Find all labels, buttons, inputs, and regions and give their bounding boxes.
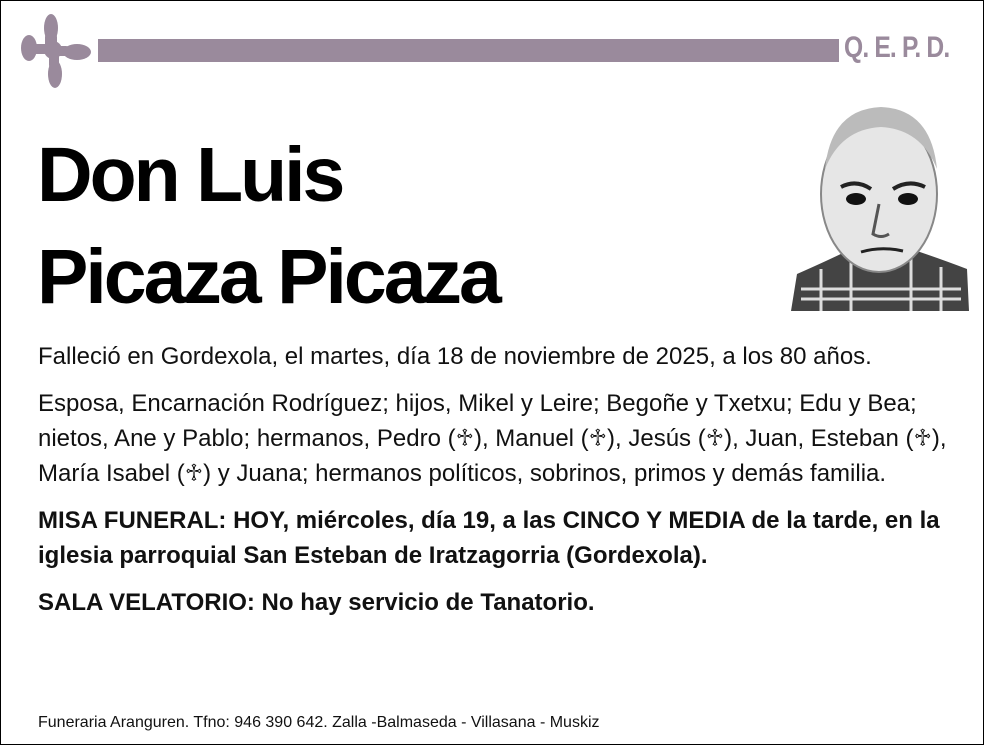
portrait-photo bbox=[791, 99, 969, 311]
death-statement: Falleció en Gordexola, el martes, día 18 de noviembre de 2025, a los 80 años. bbox=[38, 343, 872, 370]
family-list: Esposa, Encarnación Rodríguez; hijos, Mikel y Leire; Begoñe y Txetxu; Edu y Bea; nietos, Ane y Pablo; hermanos, Pedro (♱), Manuel (♱), Jesús (♱), Juan, Esteban (♱), María Isabel (♱) y Juana; hermanos políticos, sobrinos, primos y demás familia. bbox=[38, 390, 947, 487]
deceased-name-line2: Picaza Picaza bbox=[37, 234, 499, 320]
funeral-home-footer: Funeraria Aranguren. Tfno: 946 390 642. Zalla -Balmaseda - Villasana - Muskiz bbox=[38, 714, 600, 731]
wake-info: SALA VELATORIO: No hay servicio de Tanatorio. bbox=[38, 589, 595, 616]
lauburu-icon bbox=[15, 12, 93, 90]
notice-body bbox=[38, 339, 958, 632]
funeral-info: MISA FUNERAL: HOY, miércoles, día 19, a las CINCO Y MEDIA de la tarde, en la iglesia parroquial San Esteban de Iratzagorria (Gordexola). bbox=[38, 507, 940, 569]
header-bar bbox=[98, 39, 839, 62]
qepd-label: Q. E. P. D. bbox=[844, 31, 950, 64]
deceased-name-line1: Don Luis bbox=[37, 132, 343, 218]
